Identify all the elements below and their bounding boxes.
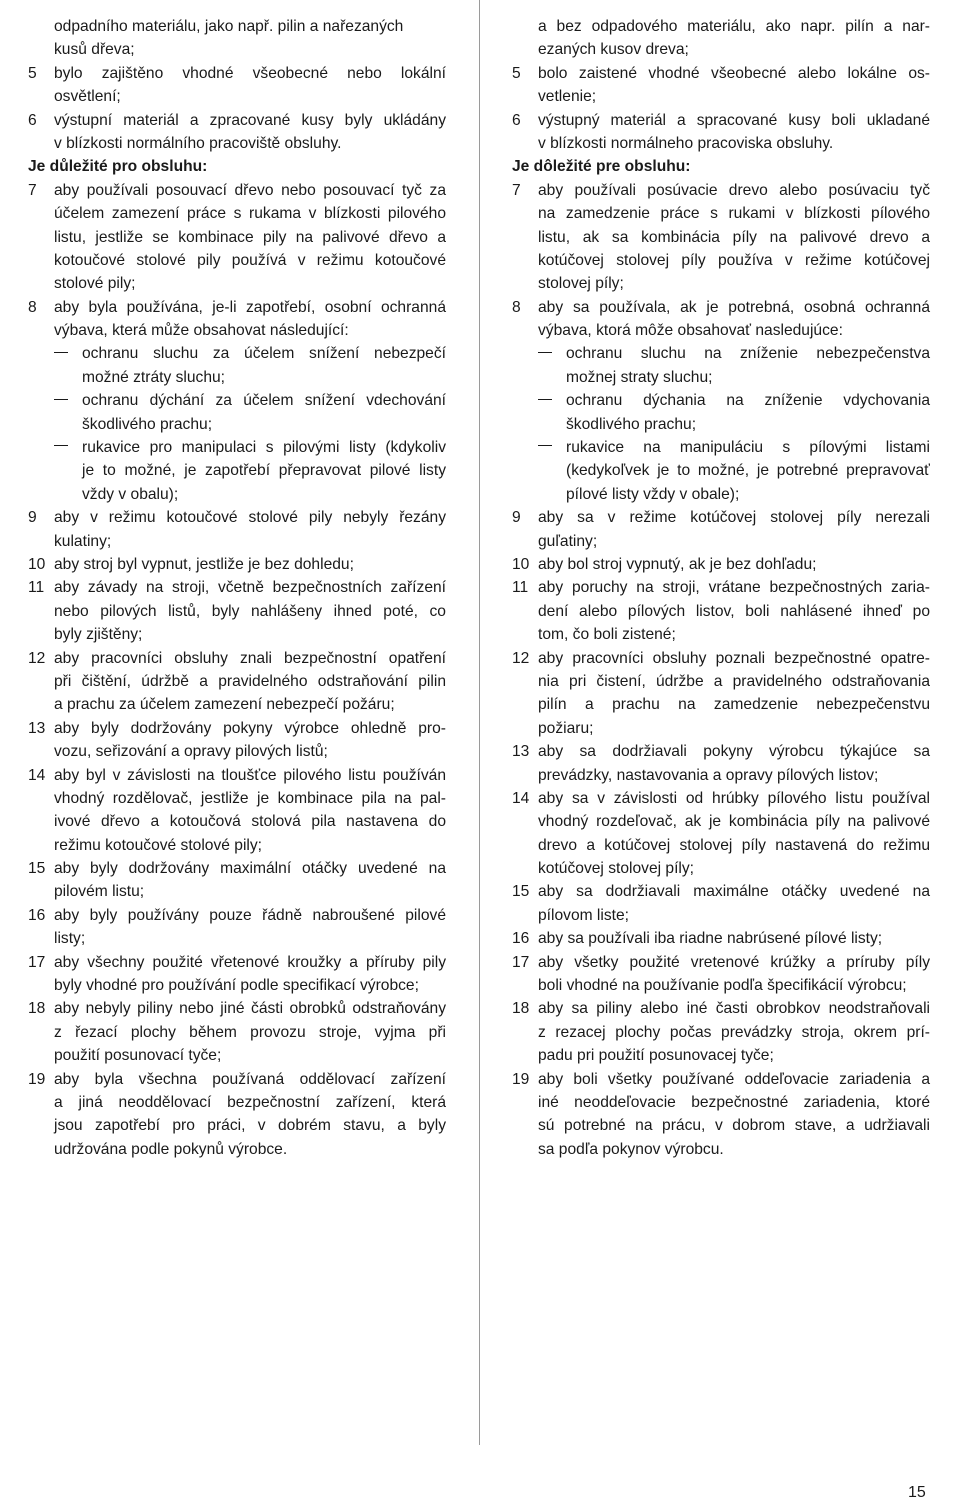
text-line: škodlivého prachu;: [82, 415, 213, 433]
text-line: možnej straty sluchu;: [566, 368, 713, 386]
item-number: 6: [28, 111, 37, 129]
item-text: ochranu dýchania na zníženie vdychovania: [566, 392, 930, 410]
page-number: 15: [908, 1484, 926, 1501]
item-number: 7: [512, 181, 521, 199]
item-number: 5: [512, 64, 521, 82]
text-line: ezaných kusov dreva;: [538, 41, 689, 59]
list-item: [28, 857, 446, 880]
text-line: guľatiny;: [538, 532, 598, 550]
text-line: padu pri použití posunovacej tyče;: [538, 1047, 774, 1065]
text-line: (kedykoľvek je to možné, je potrebné prepravovať: [566, 462, 930, 480]
item-text: aby sa používali iba riadne nabrúsené pílové listy;: [538, 930, 883, 948]
item-number: 16: [512, 930, 530, 948]
text-line: při čištění, údržbě a pravidelného odstraňování pilin: [54, 672, 446, 690]
item-number: 19: [512, 1070, 530, 1088]
left-column-czech: [28, 15, 446, 1161]
list-item: [512, 553, 930, 576]
right-column-slovak: [512, 15, 930, 1161]
list-item: [28, 62, 446, 85]
text-line: kotúčovej stolovej píly používa v režime kotúčovej: [538, 251, 930, 269]
item-text: aby všetky použité vretenové krúžky a príruby píly: [538, 953, 930, 971]
list-item: [512, 506, 930, 529]
text-line: vhodný rozdeľovač, ak je kombinácia píly na palivové: [538, 813, 930, 831]
list-item: [512, 179, 930, 202]
item-number: 11: [28, 579, 45, 597]
text-line: sú potrebné na prácu, v dobrom stave, a udržiavali: [538, 1117, 930, 1135]
list-item: [28, 997, 446, 1020]
list-item: [28, 717, 446, 740]
dash-list-item: [28, 389, 446, 412]
item-number: 12: [512, 649, 530, 667]
item-number: 10: [28, 555, 46, 573]
text-line: vždy v obalu);: [82, 485, 179, 503]
dash-bullet-icon: [54, 389, 82, 412]
text-line: kotúčovej stolovej píly;: [538, 860, 695, 878]
dash-list-item: [512, 436, 930, 459]
text-line: a bez odpadového materiálu, ako napr. pilín a nar-: [538, 18, 930, 35]
dash-bullet-icon: [54, 436, 82, 459]
item-number: 7: [28, 181, 37, 199]
item-text: aby používali posúvacie drevo alebo posúvaciu tyč: [538, 181, 930, 199]
text-line: pílové listy vždy v obale);: [566, 485, 740, 503]
item-text: aby v režimu kotoučové stolové pily nebyly řezány: [54, 509, 446, 527]
dash-bullet-icon: [54, 342, 82, 365]
text-line: na zamedzenie práce s rukami v blízkosti pílového: [538, 205, 930, 223]
item-text: aby byly dodržovány maximální otáčky uvedené na: [54, 860, 446, 878]
text-line: stolovej píly;: [538, 275, 624, 293]
text-line: režimu kotoučové stolové pily;: [54, 836, 263, 854]
item-number: 9: [512, 509, 521, 527]
item-number: 11: [512, 579, 529, 597]
item-text: aby sa dodržiavali pokyny výrobcu týkajúce sa: [538, 743, 930, 761]
item-text: aby boli všetky používané oddeľovacie zariadenia a: [538, 1070, 930, 1088]
item-number: 5: [28, 64, 37, 82]
list-item: [28, 553, 446, 576]
text-line: možné ztráty sluchu;: [82, 368, 226, 386]
item-number: 14: [28, 766, 46, 784]
list-item: [28, 179, 446, 202]
item-number: 8: [512, 298, 521, 316]
dash-list-item: [512, 389, 930, 412]
item-text: aby sa piliny alebo iné časti obrobkov neodstraňovali: [538, 1000, 930, 1018]
text-line: jsou zapotřebí pro práci, v dobrém stavu, a byly: [54, 1117, 446, 1135]
item-number: 13: [512, 743, 530, 761]
item-text: aby sa v závislosti od hrúbky pílového listu používal: [538, 789, 930, 807]
item-text: aby používali posouvací dřevo nebo posouvací tyč za: [54, 181, 446, 199]
text-line: je to možné, je zapotřebí přepravovat pilové listy: [82, 462, 446, 480]
text-line: udržována podle pokynů výrobce.: [54, 1140, 288, 1158]
item-text: aby sa dodržiavali maximálne otáčky uvedené na: [538, 883, 930, 901]
item-text: aby všechny použité vřetenové kroužky a příruby pily: [54, 953, 446, 971]
item-text: aby poruchy na stroji, vrátane bezpečnostných zaria-: [538, 579, 930, 597]
item-number: 15: [512, 883, 530, 901]
item-text: aby byly používány pouze řádně nabroušené pilové: [54, 906, 446, 924]
list-item: [512, 1068, 930, 1091]
item-number: 9: [28, 509, 37, 527]
item-number: 12: [28, 649, 46, 667]
dash-bullet-icon: [538, 436, 566, 459]
item-text: aby pracovníci obsluhy poznali bezpečnostné opatre-: [538, 649, 930, 667]
text-line: vhodný rozdělovač, jestliže je kombinace pila na pal-: [54, 789, 446, 807]
list-item: [28, 1068, 446, 1091]
list-item: [28, 951, 446, 974]
text-line: kusů dřeva;: [54, 41, 135, 59]
item-text: aby stroj byl vypnut, jestliže je bez dohledu;: [54, 555, 354, 573]
list-item: [28, 576, 446, 599]
item-text: rukavice na manipuláciu s pílovými listami: [566, 439, 930, 457]
text-line: listy;: [54, 930, 86, 948]
text-line: a prachu za účelem zamezení nebezpečí požáru;: [54, 696, 395, 714]
item-text: výstupný materiál a spracované kusy boli ukladané: [538, 111, 930, 129]
text-line: v blízkosti normálneho pracoviska obsluhy.: [538, 134, 834, 152]
dash-list-item: [28, 342, 446, 365]
item-number: 18: [28, 1000, 46, 1018]
item-number: 6: [512, 111, 521, 129]
text-line: výbava, ktorá môže obsahovať nasledujúce:: [538, 322, 843, 340]
text-line: listu, jestliže se kombinace pily na palivové dřevo a: [54, 228, 446, 246]
text-line: nebo pilových listů, byly nahlášeny ihned poté, co: [54, 602, 446, 620]
text-line: tom, čo boli zistené;: [538, 626, 676, 644]
list-item: [28, 764, 446, 787]
list-item: [512, 880, 930, 903]
item-text: bolo zaistené vhodné všeobecné alebo lokálne os-: [538, 64, 930, 82]
item-text: aby závady na stroji, včetně bezpečnostních zařízení: [54, 579, 446, 597]
text-line: osvětlení;: [54, 88, 121, 106]
list-item: [28, 296, 446, 319]
list-item: [512, 787, 930, 810]
text-line: sa podľa pokynov výrobcu.: [538, 1140, 724, 1158]
item-text: bylo zajištěno vhodné všeobecné nebo lokální: [54, 64, 446, 82]
text-line: požiaru;: [538, 719, 594, 737]
item-number: 10: [512, 555, 530, 573]
list-item: [28, 506, 446, 529]
item-text: ochranu dýchání za účelem snížení vdechování: [82, 392, 446, 410]
text-line: a jiná neoddělovací bezpečnostní zařízení, která: [54, 1093, 446, 1111]
text-line: účelem zamezení práce s rukama v blízkosti pilového: [54, 205, 446, 223]
list-item: [28, 904, 446, 927]
list-item: [28, 109, 446, 132]
text-line: škodlivého prachu;: [566, 415, 697, 433]
text-line: v blízkosti normálního pracoviště obsluhy.: [54, 134, 342, 152]
text-line: listu, ak sa kombinácia píly na palivové drevo a: [538, 228, 930, 246]
list-item: [28, 647, 446, 670]
text-line: boli vhodné na používanie podľa špecifikácií výrobcu;: [538, 977, 907, 995]
item-text: ochranu sluchu na zníženie nebezpečenstva: [566, 345, 930, 363]
text-line: použití posunovací tyče;: [54, 1047, 222, 1065]
item-number: 15: [28, 860, 46, 878]
item-number: 13: [28, 719, 46, 737]
section-heading: Je dôležité pre obsluhu:: [512, 158, 691, 176]
text-line: pilovém listu;: [54, 883, 145, 901]
text-line: iné neoddeľovacie bezpečnostné zariadenia, ktoré: [538, 1093, 930, 1111]
item-text: aby nebyly piliny nebo jiné části obrobků odstraňovány: [54, 1000, 446, 1018]
text-line: z řezací plochy během provozu stroje, vyjma při: [54, 1023, 446, 1041]
item-number: 8: [28, 298, 37, 316]
text-line: byly vhodné pro používání podle specifikací výrobce;: [54, 977, 419, 995]
item-text: rukavice pro manipulaci s pilovými listy (kdykoliv: [82, 439, 446, 457]
text-line: kotoučové stolové pily používá v režimu kotoučové: [54, 251, 446, 269]
item-number: 18: [512, 1000, 530, 1018]
list-item: [512, 109, 930, 132]
list-item: [512, 296, 930, 319]
dash-bullet-icon: [538, 389, 566, 412]
text-line: výbava, která může obsahovat následující:: [54, 322, 349, 340]
item-number: 17: [28, 953, 46, 971]
text-line: dení alebo pílových listov, boli nahlásené ihneď po: [538, 602, 930, 620]
text-line: odpadního materiálu, jako např. pilin a nařezaných: [54, 18, 404, 35]
text-line: prevádzky, nastavovania a opravy pílových listov;: [538, 766, 879, 784]
list-item: [512, 62, 930, 85]
list-item: [512, 997, 930, 1020]
item-text: aby byl v závislosti na tloušťce pilového listu používán: [54, 766, 446, 784]
text-line: byly zjištěny;: [54, 626, 143, 644]
text-line: drevo a kotúčovej stolovej píly nastavená do režimu: [538, 836, 930, 854]
list-item: [512, 927, 930, 950]
item-text: aby byla všechna používaná oddělovací zařízení: [54, 1070, 446, 1088]
text-line: z rezacej plochy počas prevádzky stroja, okrem prí-: [538, 1023, 930, 1041]
text-line: nia pri čistení, údržbe a pravidelného odstraňovania: [538, 672, 930, 690]
item-text: ochranu sluchu za účelem snížení nebezpečí: [82, 345, 446, 363]
list-item: [512, 740, 930, 763]
text-line: pilín a prachu na zamedzenie nebezpečenstvu: [538, 696, 930, 714]
text-line: kulatiny;: [54, 532, 112, 550]
item-text: aby byla používána, je-li zapotřebí, osobní ochranná: [54, 298, 446, 316]
item-text: aby bol stroj vypnutý, ak je bez dohľadu;: [538, 555, 817, 573]
item-number: 14: [512, 789, 530, 807]
item-number: 16: [28, 906, 46, 924]
item-text: aby sa používala, ak je potrebná, osobná ochranná: [538, 298, 930, 316]
dash-list-item: [512, 342, 930, 365]
text-line: vetlenie;: [538, 88, 597, 106]
item-number: 19: [28, 1070, 46, 1088]
text-line: ivové dřevo a kotoučová stolová pila nastavena do: [54, 813, 446, 831]
section-heading: Je důležité pro obsluhu:: [28, 158, 208, 176]
item-text: aby pracovníci obsluhy znali bezpečnostní opatření: [54, 649, 446, 667]
item-text: výstupní materiál a zpracované kusy byly ukládány: [54, 111, 446, 129]
text-line: stolové pily;: [54, 275, 136, 293]
item-text: aby byly dodržovány pokyny výrobce ohledně pro-: [54, 719, 446, 737]
text-line: pílovom liste;: [538, 906, 629, 924]
item-number: 17: [512, 953, 530, 971]
dash-bullet-icon: [538, 342, 566, 365]
column-divider: [479, 0, 480, 1445]
text-line: vozu, seřizování a opravy pilových listů;: [54, 743, 328, 761]
list-item: [512, 576, 930, 599]
dash-list-item: [28, 436, 446, 459]
list-item: [512, 647, 930, 670]
item-text: aby sa v režime kotúčovej stolovej píly nerezali: [538, 509, 930, 527]
list-item: [512, 951, 930, 974]
